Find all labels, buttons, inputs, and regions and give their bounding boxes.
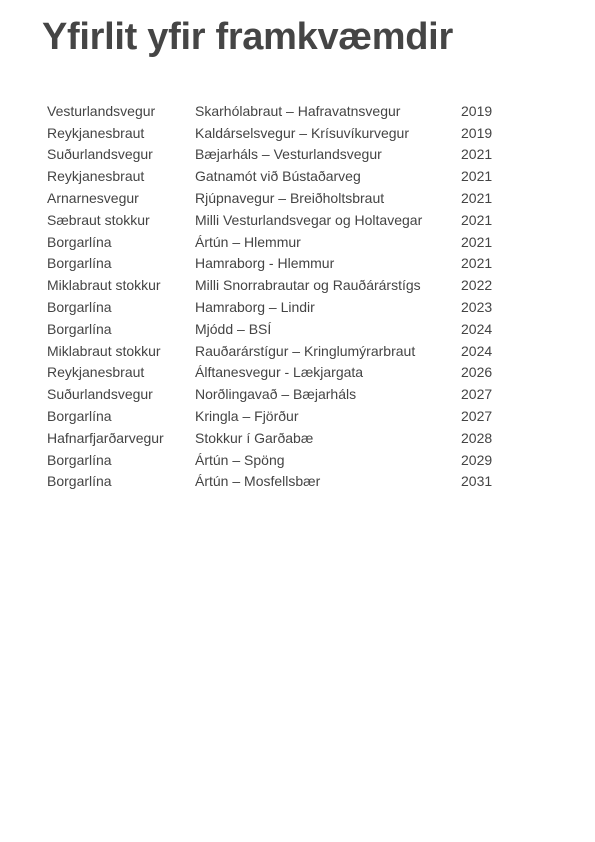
projects-table — [47, 100, 521, 492]
projects-table-body — [47, 100, 521, 492]
table-row — [47, 100, 521, 122]
road-cell: Borgarlína — [47, 473, 112, 490]
table-row — [47, 274, 521, 296]
road-cell: Borgarlína — [47, 255, 112, 272]
section-cell: Rauðarárstígur – Kringlumýrarbraut — [195, 342, 416, 359]
year-cell: 2022 — [461, 277, 493, 294]
section-cell: Álftanesvegur - Lækjargata — [195, 364, 364, 381]
road-cell: Arnarnesvegur — [47, 190, 139, 207]
road-cell: Reykjanesbraut — [47, 364, 145, 381]
table-row — [47, 122, 521, 144]
table-row — [47, 471, 521, 493]
section-cell: Hamraborg - Hlemmur — [195, 255, 335, 272]
year-cell: 2027 — [461, 386, 493, 403]
section-cell: Ártún – Mosfellsbær — [195, 473, 321, 490]
section-cell: Kringla – Fjörður — [195, 408, 299, 425]
section-cell: Stokkur í Garðabæ — [195, 429, 314, 446]
road-cell: Suðurlandsvegur — [47, 386, 153, 403]
section-cell: Rjúpnavegur – Breiðholtsbraut — [195, 190, 385, 207]
year-cell: 2023 — [461, 299, 493, 316]
section-cell: Hamraborg – Lindir — [195, 299, 315, 316]
road-cell: Borgarlína — [47, 233, 112, 250]
year-cell: 2021 — [461, 255, 493, 272]
table-row — [47, 253, 521, 275]
road-cell: Borgarlína — [47, 451, 112, 468]
table-row — [47, 405, 521, 427]
road-cell: Borgarlína — [47, 299, 112, 316]
year-cell: 2021 — [461, 233, 493, 250]
road-cell: Reykjanesbraut — [47, 168, 145, 185]
section-cell: Skarhólabraut – Hafravatnsvegur — [195, 102, 401, 119]
year-cell: 2021 — [461, 146, 493, 163]
year-cell: 2021 — [461, 190, 493, 207]
road-cell: Borgarlína — [47, 408, 112, 425]
road-cell: Suðurlandsvegur — [47, 146, 153, 163]
section-cell: Ártún – Hlemmur — [195, 233, 301, 250]
year-cell: 2019 — [461, 102, 493, 119]
road-cell: Miklabraut stokkur — [47, 342, 161, 359]
table-row — [47, 144, 521, 166]
section-cell: Bæjarháls – Vesturlandsvegur — [195, 146, 382, 163]
road-cell: Sæbraut stokkur — [47, 211, 150, 228]
table-row — [47, 383, 521, 405]
year-cell: 2019 — [461, 124, 493, 141]
year-cell: 2024 — [461, 342, 493, 359]
page-title: Yfirlit yfir framkvæmdir — [42, 16, 453, 58]
table-row — [47, 187, 521, 209]
table-row — [47, 340, 521, 362]
road-cell: Hafnarfjarðarvegur — [47, 429, 164, 446]
year-cell: 2031 — [461, 473, 493, 490]
section-cell: Mjódd – BSÍ — [195, 320, 272, 337]
section-cell: Ártún – Spöng — [195, 451, 285, 468]
table-row — [47, 318, 521, 340]
year-cell: 2021 — [461, 211, 493, 228]
table-row — [47, 449, 521, 471]
year-cell: 2024 — [461, 320, 493, 337]
table-row — [47, 231, 521, 253]
road-cell: Borgarlína — [47, 320, 112, 337]
table-row — [47, 165, 521, 187]
road-cell: Reykjanesbraut — [47, 124, 145, 141]
table-row — [47, 296, 521, 318]
section-cell: Norðlingavað – Bæjarháls — [195, 386, 357, 403]
table-row — [47, 362, 521, 384]
road-cell: Vesturlandsvegur — [47, 102, 156, 119]
table-row — [47, 427, 521, 449]
section-cell: Milli Vesturlandsvegar og Holtavegar — [195, 211, 423, 228]
road-cell: Miklabraut stokkur — [47, 277, 161, 294]
year-cell: 2028 — [461, 429, 493, 446]
year-cell: 2027 — [461, 408, 493, 425]
section-cell: Gatnamót við Bústaðarveg — [195, 168, 361, 185]
table-row — [47, 209, 521, 231]
section-cell: Kaldárselsvegur – Krísuvíkurvegur — [195, 124, 409, 141]
year-cell: 2021 — [461, 168, 493, 185]
year-cell: 2029 — [461, 451, 493, 468]
year-cell: 2026 — [461, 364, 493, 381]
section-cell: Milli Snorrabrautar og Rauðárárstígs — [195, 277, 421, 294]
